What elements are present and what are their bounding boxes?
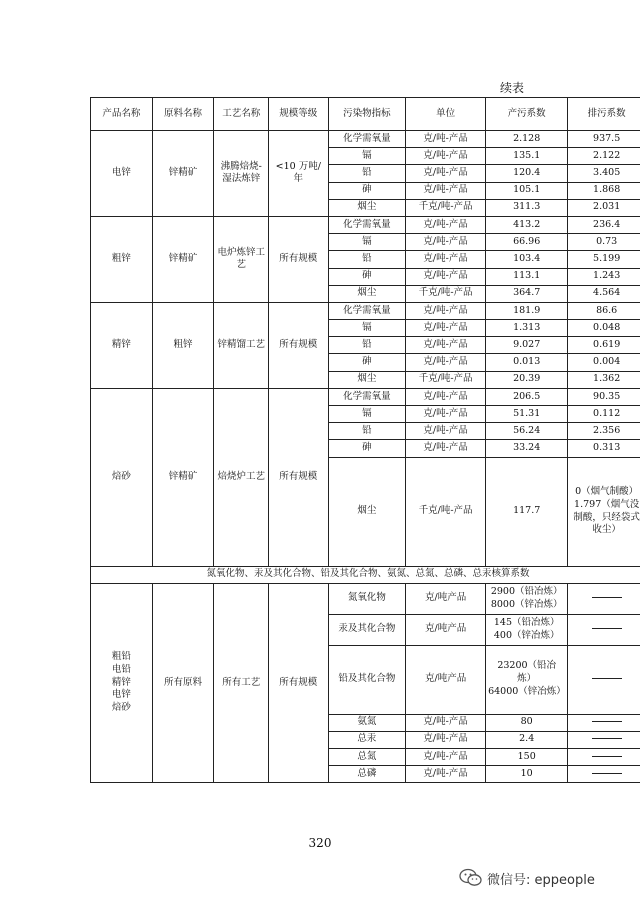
produce-coef-cell: 103.4 <box>486 251 568 268</box>
product-cell: 粗铅 电铅 精锌 电锌 焙砂 <box>91 583 153 783</box>
emit-coef-cell: 2.122 <box>568 148 640 165</box>
unit-cell: 克/吨-产品 <box>406 234 486 251</box>
emit-coef-cell: 0.73 <box>568 234 640 251</box>
pollutant-cell: 总磷 <box>328 766 406 783</box>
pollutant-cell: 砷 <box>328 354 406 371</box>
produce-coef-cell: 311.3 <box>486 199 568 216</box>
pollutant-cell: 铅 <box>328 251 406 268</box>
emit-coef-cell: 2.031 <box>568 199 640 216</box>
header-material: 原料名称 <box>152 98 214 131</box>
pollutant-cell: 镉 <box>328 406 406 423</box>
pollutant-cell: 镉 <box>328 148 406 165</box>
pollutant-cell: 汞及其化合物 <box>328 614 406 645</box>
produce-coef-cell: 135.1 <box>486 148 568 165</box>
emit-coef-cell: 3.405 <box>568 165 640 182</box>
pollutant-cell: 氨氮 <box>328 714 406 731</box>
produce-coef-cell: 10 <box>486 766 568 783</box>
emit-coef-cell <box>568 714 640 731</box>
process-cell: 电炉炼锌工艺 <box>214 216 269 302</box>
product-cell: 电锌 <box>91 131 153 217</box>
produce-coef-cell: 1.313 <box>486 320 568 337</box>
header-scale: 规模等级 <box>269 98 328 131</box>
emit-coef-cell: 1.868 <box>568 182 640 199</box>
pollutant-cell: 烟尘 <box>328 371 406 388</box>
unit-cell: 克/吨-产品 <box>406 714 486 731</box>
emit-coef-cell: 0.619 <box>568 337 640 354</box>
unit-cell: 克/吨产品 <box>406 583 486 614</box>
unit-cell: 克/吨-产品 <box>406 216 486 233</box>
material-cell: 锌精矿 <box>152 131 214 217</box>
process-cell: 焙烧炉工艺 <box>214 388 269 566</box>
emit-coef-cell: 0.004 <box>568 354 640 371</box>
pollutant-cell: 铅 <box>328 337 406 354</box>
produce-coef-cell: 80 <box>486 714 568 731</box>
produce-coef-cell: 20.39 <box>486 371 568 388</box>
emit-coef-cell <box>568 731 640 748</box>
pollutant-cell: 砷 <box>328 440 406 457</box>
scale-cell: 所有规模 <box>269 583 328 783</box>
unit-cell: 克/吨-产品 <box>406 440 486 457</box>
material-cell: 粗锌 <box>152 302 214 388</box>
unit-cell: 千克/吨-产品 <box>406 199 486 216</box>
dash-placeholder <box>592 773 622 774</box>
emit-coef-cell: 90.35 <box>568 388 640 405</box>
emit-coef-cell: 1.362 <box>568 371 640 388</box>
produce-coef-cell: 105.1 <box>486 182 568 199</box>
produce-coef-cell: 23200（铅冶炼） 64000（锌冶炼） <box>486 645 568 714</box>
emit-coef-cell: 4.564 <box>568 285 640 302</box>
scale-cell: <10 万吨/年 <box>269 131 328 217</box>
pollutant-cell: 化学需氧量 <box>328 388 406 405</box>
dash-placeholder <box>592 678 622 679</box>
unit-cell: 克/吨-产品 <box>406 302 486 319</box>
scale-cell: 所有规模 <box>269 216 328 302</box>
dash-placeholder <box>592 756 622 757</box>
process-cell: 所有工艺 <box>214 583 269 783</box>
material-cell: 锌精矿 <box>152 216 214 302</box>
table-row <box>91 388 640 405</box>
header-unit: 单位 <box>406 98 486 131</box>
scale-cell: 所有规模 <box>269 388 328 566</box>
unit-cell: 克/吨-产品 <box>406 354 486 371</box>
pollutant-cell: 镉 <box>328 320 406 337</box>
emit-coef-cell <box>568 583 640 614</box>
produce-coef-cell: 51.31 <box>486 406 568 423</box>
unit-cell: 克/吨-产品 <box>406 388 486 405</box>
dash-placeholder <box>592 597 622 598</box>
unit-cell: 克/吨-产品 <box>406 148 486 165</box>
unit-cell: 克/吨-产品 <box>406 268 486 285</box>
unit-cell: 克/吨-产品 <box>406 406 486 423</box>
emit-coef-cell: 236.4 <box>568 216 640 233</box>
page-number: 320 <box>308 836 332 850</box>
emit-coef-cell: 2.356 <box>568 423 640 440</box>
produce-coef-cell: 150 <box>486 748 568 765</box>
pollutant-cell: 镉 <box>328 234 406 251</box>
header-product: 产品名称 <box>91 98 153 131</box>
produce-coef-cell: 181.9 <box>486 302 568 319</box>
emission-coefficient-table <box>90 97 640 783</box>
produce-coef-cell: 120.4 <box>486 165 568 182</box>
pollutant-cell: 烟尘 <box>328 457 406 566</box>
unit-cell: 千克/吨-产品 <box>406 457 486 566</box>
table-row <box>91 131 640 148</box>
continued-label: 续表 <box>500 81 525 95</box>
pollutant-cell: 化学需氧量 <box>328 216 406 233</box>
unit-cell: 克/吨-产品 <box>406 131 486 148</box>
pollutant-cell: 砷 <box>328 268 406 285</box>
unit-cell: 克/吨-产品 <box>406 731 486 748</box>
produce-coef-cell: 113.1 <box>486 268 568 285</box>
table-header-row <box>91 98 640 131</box>
table-row <box>91 302 640 319</box>
table-row <box>91 216 640 233</box>
produce-coef-cell: 117.7 <box>486 457 568 566</box>
emit-coef-cell <box>568 748 640 765</box>
material-cell: 所有原料 <box>152 583 214 783</box>
product-cell: 精锌 <box>91 302 153 388</box>
unit-cell: 克/吨-产品 <box>406 320 486 337</box>
header-process: 工艺名称 <box>214 98 269 131</box>
unit-cell: 克/吨产品 <box>406 645 486 714</box>
product-cell: 焙砂 <box>91 388 153 566</box>
emit-coef-cell: 0.048 <box>568 320 640 337</box>
produce-coef-cell: 9.027 <box>486 337 568 354</box>
pollutant-cell: 氮氧化物 <box>328 583 406 614</box>
wechat-icon <box>459 868 483 888</box>
produce-coef-cell: 206.5 <box>486 388 568 405</box>
table-row <box>91 583 640 614</box>
produce-coef-cell: 2900（铅冶炼） 8000（锌冶炼） <box>486 583 568 614</box>
pollutant-cell: 砷 <box>328 182 406 199</box>
dash-placeholder <box>592 628 622 629</box>
pollutant-cell: 铅 <box>328 423 406 440</box>
produce-coef-cell: 33.24 <box>486 440 568 457</box>
produce-coef-cell: 2.4 <box>486 731 568 748</box>
produce-coef-cell: 0.013 <box>486 354 568 371</box>
pollutant-cell: 烟尘 <box>328 285 406 302</box>
emit-coef-cell <box>568 614 640 645</box>
dash-placeholder <box>592 738 622 739</box>
emit-coef-cell <box>568 766 640 783</box>
emit-coef-cell: 1.243 <box>568 268 640 285</box>
material-cell: 锌精矿 <box>152 388 214 566</box>
pollutant-cell: 总汞 <box>328 731 406 748</box>
watermark-text: 微信号: eppeople <box>487 872 595 888</box>
header-emit-coef: 排污系数 <box>568 98 640 131</box>
section-title: 氮氧化物、汞及其化合物、铅及其化合物、氨氮、总氮、总磷、总汞核算系数 <box>91 566 640 583</box>
emit-coef-cell: 0.313 <box>568 440 640 457</box>
emit-coef-cell: 0（烟气制酸） 1.797（烟气没制酸，只经袋式收尘） <box>568 457 640 566</box>
scale-cell: 所有规模 <box>269 302 328 388</box>
unit-cell: 克/吨产品 <box>406 614 486 645</box>
unit-cell: 克/吨-产品 <box>406 165 486 182</box>
unit-cell: 克/吨-产品 <box>406 337 486 354</box>
unit-cell: 克/吨-产品 <box>406 251 486 268</box>
pollutant-cell: 烟尘 <box>328 199 406 216</box>
produce-coef-cell: 145（铅冶炼） 400（锌冶炼） <box>486 614 568 645</box>
unit-cell: 克/吨-产品 <box>406 182 486 199</box>
emit-coef-cell: 937.5 <box>568 131 640 148</box>
unit-cell: 克/吨-产品 <box>406 748 486 765</box>
unit-cell: 千克/吨-产品 <box>406 285 486 302</box>
pollutant-cell: 化学需氧量 <box>328 131 406 148</box>
produce-coef-cell: 56.24 <box>486 423 568 440</box>
process-cell: 沸腾焙烧-湿法炼锌 <box>214 131 269 217</box>
unit-cell: 克/吨-产品 <box>406 423 486 440</box>
emit-coef-cell: 86.6 <box>568 302 640 319</box>
header-pollutant: 污染物指标 <box>328 98 406 131</box>
dash-placeholder <box>592 721 622 722</box>
unit-cell: 克/吨-产品 <box>406 766 486 783</box>
watermark <box>459 868 595 888</box>
pollutant-cell: 总氮 <box>328 748 406 765</box>
emit-coef-cell: 5.199 <box>568 251 640 268</box>
header-produce-coef: 产污系数 <box>486 98 568 131</box>
produce-coef-cell: 413.2 <box>486 216 568 233</box>
product-cell: 粗锌 <box>91 216 153 302</box>
emit-coef-cell <box>568 645 640 714</box>
produce-coef-cell: 66.96 <box>486 234 568 251</box>
pollutant-cell: 铅 <box>328 165 406 182</box>
unit-cell: 千克/吨-产品 <box>406 371 486 388</box>
pollutant-cell: 化学需氧量 <box>328 302 406 319</box>
pollutant-cell: 铅及其化合物 <box>328 645 406 714</box>
emit-coef-cell: 0.112 <box>568 406 640 423</box>
produce-coef-cell: 2.128 <box>486 131 568 148</box>
process-cell: 锌精馏工艺 <box>214 302 269 388</box>
produce-coef-cell: 364.7 <box>486 285 568 302</box>
